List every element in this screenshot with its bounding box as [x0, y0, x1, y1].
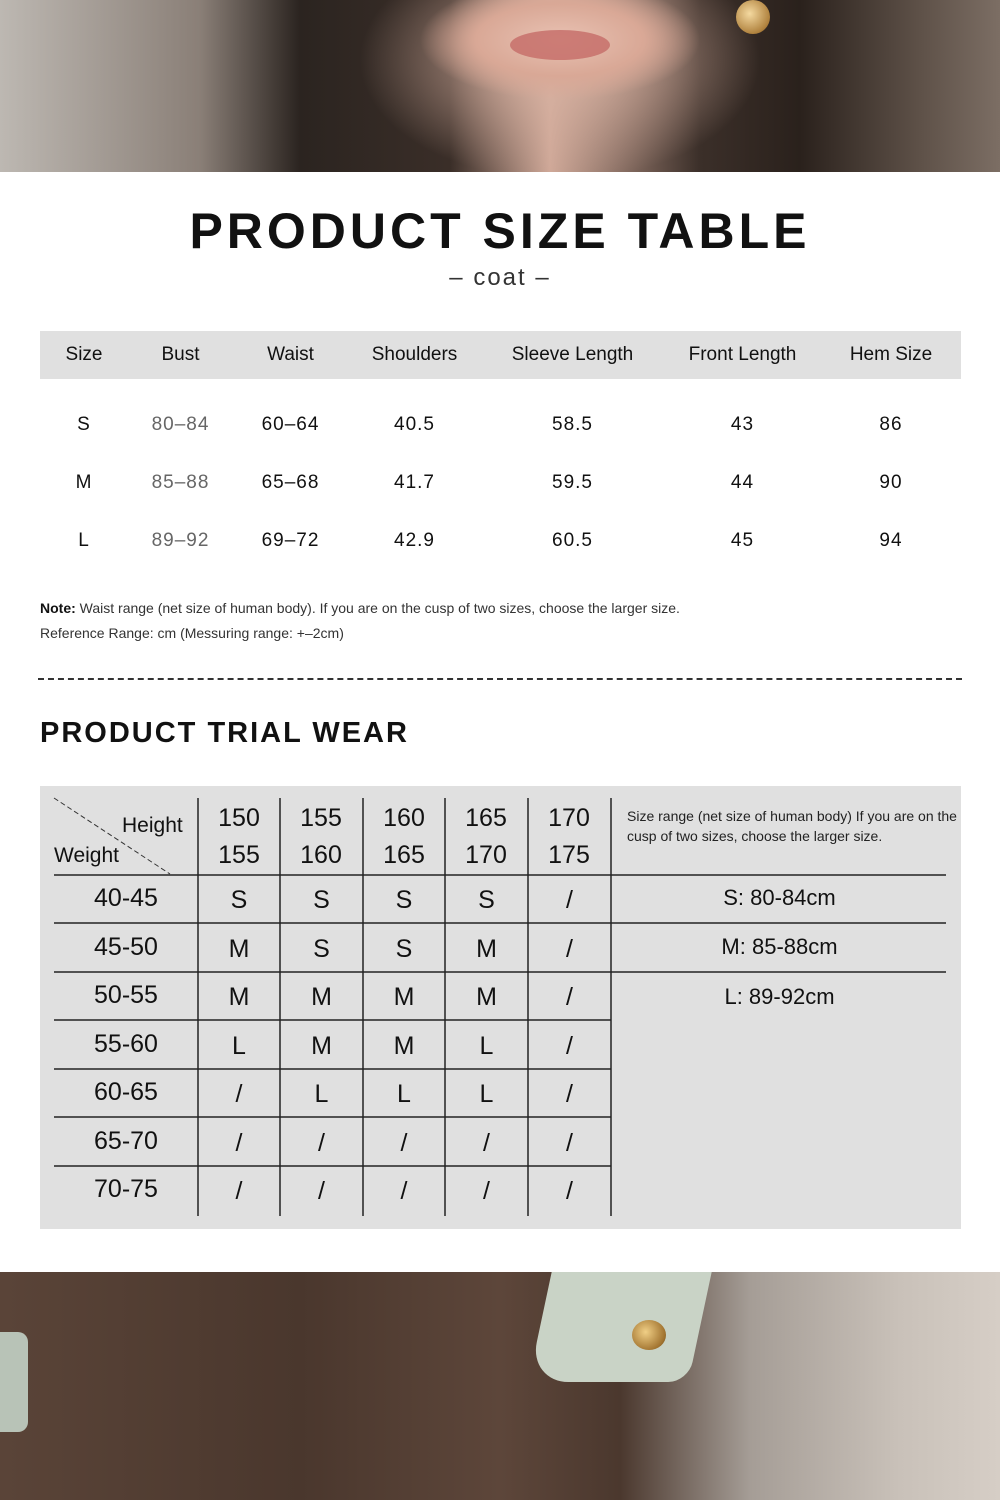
- size-cell: /: [235, 1080, 243, 1108]
- model-photo-top: [0, 0, 1000, 172]
- cell-shoulders: 40.5: [394, 414, 435, 435]
- cell-shoulders: 42.9: [394, 530, 435, 551]
- model-lips: [510, 30, 610, 60]
- size-cell: L: [479, 1031, 494, 1060]
- height-header: 160 165: [383, 804, 425, 869]
- size-cell: S: [395, 886, 413, 914]
- cell-sleeve: 58.5: [552, 414, 593, 435]
- page-title: PRODUCT SIZE TABLE: [189, 203, 811, 259]
- size-cell: /: [318, 1128, 325, 1157]
- size-cell: M: [393, 1031, 415, 1060]
- col-bust: Bust: [128, 331, 233, 379]
- weight-label: 70-75: [94, 1175, 158, 1203]
- cell-front: 44: [730, 472, 755, 493]
- size-cell: S: [313, 886, 330, 914]
- size-cell: /: [318, 1177, 325, 1205]
- col-size: Size: [40, 331, 128, 379]
- size-cell: S: [395, 934, 413, 963]
- size-cell: /: [566, 886, 573, 914]
- table-row: [40, 454, 961, 512]
- col-hem-size: Hem Size: [821, 331, 961, 379]
- size-table-header: [40, 331, 961, 379]
- cuff-button: [632, 1320, 666, 1350]
- size-cell: M: [393, 983, 415, 1011]
- cell-hem: 94: [879, 530, 903, 551]
- size-cell: M: [228, 934, 250, 963]
- cell-hem: 86: [879, 414, 903, 435]
- cell-bust: 85–88: [151, 472, 210, 493]
- size-cell: /: [400, 1128, 408, 1157]
- cell-bust: 89–92: [151, 530, 210, 551]
- cell-waist: 65–68: [261, 472, 320, 493]
- note-line-2: Reference Range: cm (Messuring range: +–2cm): [40, 625, 344, 641]
- weight-label: 40-45: [94, 884, 158, 912]
- size-cell: L: [232, 1031, 246, 1060]
- weight-label: 65-70: [94, 1126, 158, 1155]
- height-header: 165 170: [465, 804, 507, 869]
- height-axis-label: Height: [122, 814, 183, 837]
- size-chart-panel: [0, 172, 1000, 1272]
- size-cell: /: [566, 934, 573, 963]
- size-cell: M: [228, 983, 250, 1011]
- size-cell: /: [235, 1128, 243, 1157]
- size-cell: M: [476, 934, 497, 963]
- size-cell: /: [566, 1031, 573, 1060]
- pearl-earring: [736, 0, 770, 34]
- page-subtitle: – coat –: [449, 264, 551, 291]
- size-cell: M: [311, 983, 332, 1011]
- height-header: 155 160: [300, 804, 342, 869]
- note-label: Note:: [40, 600, 76, 616]
- trial-wear-grid: [40, 786, 961, 1229]
- cell-shoulders: 41.7: [394, 472, 435, 493]
- size-cell: /: [400, 1177, 408, 1205]
- coat-cuff-left: [0, 1332, 28, 1432]
- col-front-length: Front Length: [664, 331, 821, 379]
- model-photo-bottom: [0, 1272, 1000, 1500]
- size-cell: /: [566, 1177, 573, 1205]
- size-cell: M: [311, 1031, 332, 1060]
- size-cell: /: [483, 1128, 490, 1157]
- dashed-divider: [38, 678, 962, 680]
- size-cell: S: [313, 934, 330, 963]
- coat-cuff: [528, 1272, 711, 1382]
- cell-waist: 69–72: [261, 530, 320, 551]
- cell-size: M: [75, 472, 93, 493]
- cell-waist: 60–64: [261, 414, 320, 435]
- size-cell: /: [566, 1128, 573, 1157]
- weight-label: 60-65: [94, 1078, 158, 1106]
- note-line-1: Waist range (net size of human body). If you are on the cusp of two sizes, choose the larger size.: [75, 600, 680, 616]
- col-sleeve-length: Sleeve Length: [481, 331, 664, 379]
- cell-hem: 90: [879, 472, 903, 493]
- range-s: S: 80-84cm: [723, 885, 836, 910]
- cell-sleeve: 60.5: [552, 530, 593, 551]
- weight-label: 45-50: [94, 932, 158, 961]
- weight-axis-label: Weight: [54, 844, 119, 867]
- cell-bust: 80–84: [151, 414, 210, 435]
- table-row: [40, 396, 961, 454]
- height-header: 150 155: [218, 804, 260, 869]
- cell-front: 43: [730, 414, 755, 435]
- col-waist: Waist: [233, 331, 348, 379]
- size-cell: /: [566, 1080, 573, 1108]
- trial-wear-title: PRODUCT TRIAL WEAR: [40, 717, 409, 749]
- size-cell: /: [566, 983, 573, 1011]
- height-header: 170 175: [548, 804, 590, 869]
- size-cell: M: [476, 983, 497, 1011]
- size-range-note: Size range (net size of human body) If you are on the cusp of two sizes, choose the larger size.: [627, 808, 957, 844]
- range-m: M: 85-88cm: [721, 934, 838, 959]
- cell-sleeve: 59.5: [552, 472, 593, 493]
- size-cell: S: [230, 886, 248, 914]
- size-cell: S: [478, 886, 495, 914]
- size-cell: L: [479, 1080, 494, 1108]
- weight-label: 55-60: [94, 1029, 158, 1058]
- cell-size: S: [77, 414, 91, 435]
- size-cell: /: [483, 1177, 490, 1205]
- col-shoulders: Shoulders: [348, 331, 481, 379]
- size-cell: L: [314, 1080, 329, 1108]
- size-table: [40, 331, 961, 570]
- size-note: [40, 596, 680, 646]
- range-l: L: 89-92cm: [724, 984, 835, 1009]
- table-row: [40, 512, 961, 570]
- cell-front: 45: [730, 530, 755, 551]
- size-cell: /: [235, 1177, 243, 1205]
- cell-size: L: [78, 530, 90, 551]
- size-cell: L: [397, 1080, 411, 1108]
- weight-label: 50-55: [94, 981, 158, 1009]
